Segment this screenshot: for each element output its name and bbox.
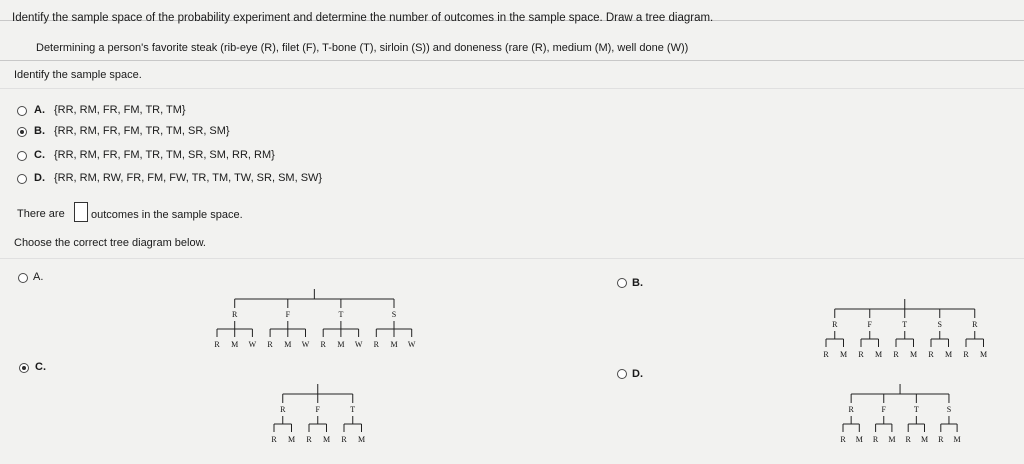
steak-label: R [280, 405, 286, 414]
option-text: {RR, RM, FR, FM, TR, TM, SR, SM} [54, 125, 230, 137]
doneness-label: R [823, 350, 829, 359]
doneness-label: R [214, 340, 220, 349]
option-letter: A. [34, 104, 45, 116]
experiment-description: Determining a person's favorite steak (rib-eye (R), filet (F), T-bone (T), sirloin (S)) and doneness (rare (R), medium (M), well done (W)) [36, 42, 689, 54]
doneness-label: R [306, 435, 312, 444]
tree-prompt: Choose the correct tree diagram below. [14, 237, 206, 249]
radio-button-selected[interactable] [19, 363, 29, 373]
doneness-label: M [284, 340, 292, 349]
count-suffix: outcomes in the sample space. [91, 209, 243, 221]
radio-button[interactable] [17, 151, 27, 161]
tree-diagram-b [816, 297, 996, 361]
option-letter: B. [34, 125, 45, 137]
doneness-label: M [909, 350, 918, 359]
option-letter: D. [34, 172, 45, 184]
doneness-label: R [341, 435, 347, 444]
steak-label: F [867, 320, 872, 329]
doneness-label: R [963, 350, 969, 359]
steak-label: T [902, 320, 908, 329]
tree-diagram-a [205, 287, 440, 359]
count-answer-box[interactable] [74, 202, 88, 222]
steak-label: T [350, 405, 356, 414]
doneness-label: R [858, 350, 864, 359]
count-prefix: There are [17, 208, 65, 220]
doneness-label: M [979, 350, 988, 359]
doneness-label: M [231, 340, 239, 349]
doneness-label: M [920, 435, 929, 444]
radio-button[interactable] [18, 273, 28, 283]
doneness-label: R [271, 435, 277, 444]
steak-label: S [937, 320, 942, 329]
doneness-label: R [938, 435, 944, 444]
doneness-label: M [874, 350, 883, 359]
steak-label: T [913, 405, 919, 414]
steak-label: R [848, 405, 854, 414]
doneness-label: M [953, 435, 961, 444]
doneness-label: M [390, 340, 398, 349]
tree-diagram-d [833, 382, 973, 446]
option-text: {RR, RM, RW, FR, FM, FW, TR, TM, TW, SR, SM, SW} [54, 172, 323, 184]
doneness-label: R [840, 435, 846, 444]
doneness-label: R [373, 340, 379, 349]
doneness-label: W [248, 340, 257, 349]
doneness-label: R [872, 435, 879, 444]
radio-button[interactable] [617, 278, 627, 288]
steak-label: F [881, 405, 886, 414]
doneness-label: M [839, 350, 848, 359]
doneness-label: W [301, 340, 310, 349]
option-letter: D. [632, 368, 643, 380]
doneness-label: W [354, 340, 363, 349]
steak-label: T [338, 310, 344, 319]
option-letter: A. [33, 271, 44, 283]
doneness-label: M [322, 435, 331, 444]
option-text: {RR, RM, FR, FM, TR, TM, SR, SM, RR, RM} [54, 149, 275, 161]
doneness-label: M [855, 435, 863, 444]
doneness-label: M [287, 435, 296, 444]
steak-label: R [832, 320, 838, 329]
question-title: Identify the sample space of the probability experiment and determine the number of outcomes in the sample space. Draw a tree diagram. [12, 12, 714, 24]
experiment-rule [0, 60, 1024, 61]
steak-label: S [946, 405, 952, 414]
option-letter: B. [632, 277, 643, 289]
doneness-label: M [337, 340, 345, 349]
steak-label: R [232, 310, 238, 319]
option-letter: C. [34, 149, 45, 161]
doneness-label: R [320, 340, 326, 349]
doneness-label: R [267, 340, 273, 349]
doneness-label: M [944, 350, 953, 359]
doneness-label: M [888, 435, 896, 444]
doneness-label: M [357, 435, 366, 444]
prompt-rule [0, 88, 1024, 89]
tree-diagram-c [262, 382, 377, 446]
radio-button-selected[interactable] [17, 127, 27, 137]
doneness-label: R [905, 435, 911, 444]
sample-space-prompt: Identify the sample space. [14, 69, 142, 81]
steak-label: S [391, 310, 397, 319]
doneness-label: W [407, 340, 416, 349]
doneness-label: R [928, 350, 934, 359]
radio-button[interactable] [17, 106, 27, 116]
steak-label: F [285, 310, 291, 319]
doneness-label: R [893, 350, 899, 359]
option-letter: C. [35, 361, 46, 373]
tree-prompt-rule [0, 258, 1024, 259]
radio-button[interactable] [617, 369, 627, 379]
steak-label: F [315, 405, 320, 414]
option-text: {RR, RM, FR, FM, TR, TM} [54, 104, 186, 116]
radio-button[interactable] [17, 174, 27, 184]
steak-label: R [972, 320, 978, 329]
